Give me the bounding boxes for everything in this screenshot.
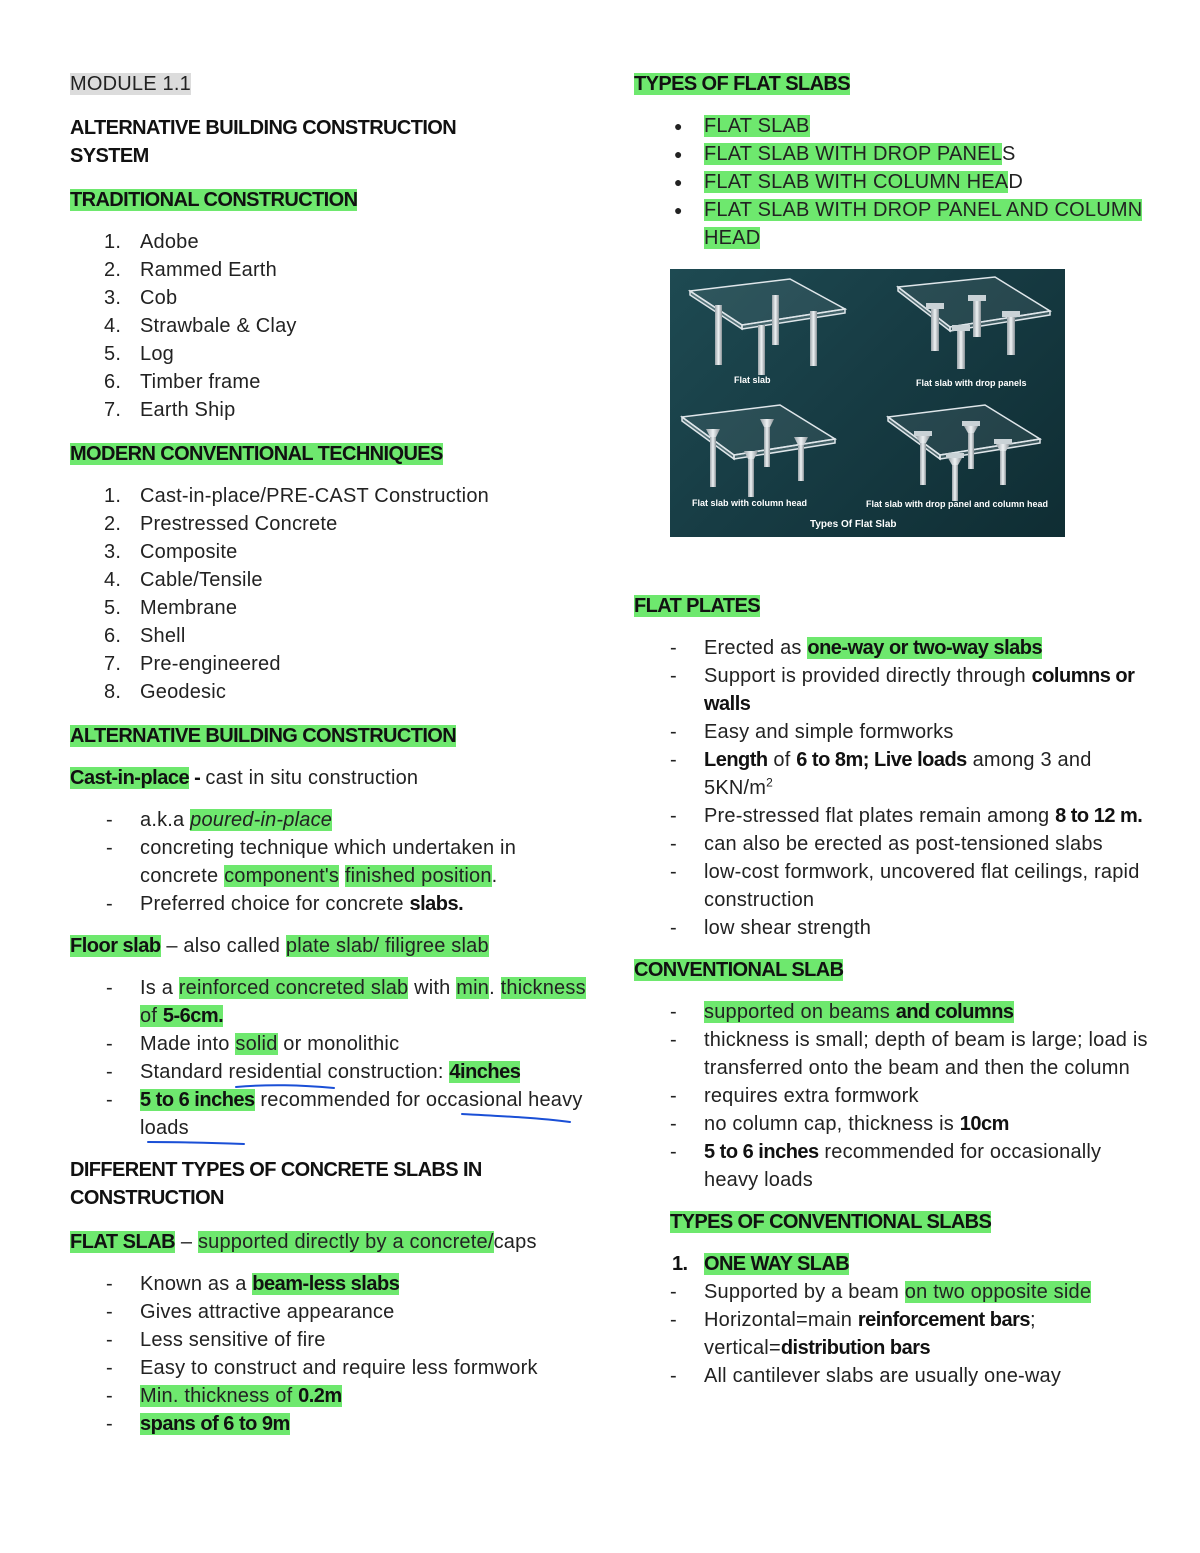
list-item: - can also be erected as post-tensioned slabs [670,833,1103,855]
cast-in-place-definition: Cast-in-place - cast in situ construction [70,767,419,789]
list-item: - thickness is small; depth of beam is large; load is transferred onto the beam and then the column [670,1029,1148,1079]
right-column [634,70,1154,1390]
flat-slab-illustration [670,269,1065,537]
conv-types-heading: TYPES OF CONVENTIONAL SLABS [670,1211,992,1233]
list-item: 5. Membrane [104,597,238,619]
alt-heading: ALTERNATIVE BUILDING CONSTRUCTION [70,725,457,747]
list-item: 2. Rammed Earth [104,259,277,281]
list-item: - Less sensitive of fire [106,1329,326,1351]
list-item: - Standard residential construction: 4inches [106,1061,521,1083]
list-item: 5. Log [104,343,174,365]
list-item: - Length of 6 to 8m; Live loads among 3 and $5KN/m^2$ [670,749,1092,799]
list-item: 3. Composite [104,541,238,563]
list-item: - Easy to construct and require less formwork [106,1357,538,1379]
list-item: 6. Shell [104,625,186,647]
list-item: - All cantilever slabs are usually one-way [670,1365,1062,1387]
list-item: - low shear strength [670,917,872,939]
list-item: 2. Prestressed Concrete [104,513,338,535]
flat-slab-types-heading: TYPES OF FLAT SLABS [634,73,851,95]
figure-caption: Types Of Flat Slab [810,519,897,530]
list-item: - low-cost formwork, uncovered flat ceilings, rapid construction [670,861,1140,911]
label-column-head: Flat slab with column head [692,498,808,508]
doc-title-line2: SYSTEM [70,145,149,167]
flat-slab-drop-panel-column-head-diagram [888,405,1040,459]
label-drop-panel-column-head: Flat slab with drop panel and column head [866,499,1049,509]
list-item: - 5 to 6 inches recommended for occasional heavy loads [106,1089,583,1139]
floor-slab-definition: Floor slab – also called plate slab/ filigree slab [70,935,489,957]
list-item: - Pre-stressed flat plates remain among 8 to 12 m. [670,805,1143,827]
list-item: - Supported by a beam on two opposite side [670,1281,1092,1303]
conventional-heading: CONVENTIONAL SLAB [634,959,844,981]
list-item: - concreting technique which undertaken in concrete component's finished position. [106,837,517,887]
module-label: MODULE 1.1 [70,73,191,95]
list-item: ● FLAT SLAB [674,115,810,137]
doc-title-line1: ALTERNATIVE BUILDING CONSTRUCTION [70,117,457,139]
list-item: ● FLAT SLAB WITH DROP PANELS [674,143,1016,165]
list-item: 4. Strawbale & Clay [104,315,297,337]
cast-in-place-list [70,806,590,918]
list-item: 7. Earth Ship [104,399,236,421]
flat-slab-list [70,1270,590,1438]
one-way-slab-list [634,1278,1154,1390]
list-item: 7. Pre-engineered [104,653,281,675]
list-item: - a.k.a poured-in-place [106,809,333,831]
traditional-list [70,228,590,424]
list-item: 6. Timber frame [104,371,261,393]
list-item: - Easy and simple formworks [670,721,954,743]
modern-list [70,482,590,706]
list-item: - Erected as one-way or two-way slabs [670,637,1043,659]
list-item: - Horizontal=main reinforcement bars; vertical=distribution bars [670,1309,1036,1359]
left-column [70,70,590,1438]
list-item: - spans of 6 to 9m [106,1413,290,1435]
conventional-list [634,998,1154,1194]
list-item: ● FLAT SLAB WITH COLUMN HEAD [674,171,1023,193]
list-item: - supported on beams and columns [670,1001,1014,1023]
list-item: - Made into solid or monolithic [106,1033,400,1055]
flat-slab-types-figure [670,269,1065,537]
list-item: - Min. thickness of 0.2m [106,1385,342,1407]
flat-plates-list [634,634,1154,942]
list-item: - Preferred choice for concrete slabs. [106,893,464,915]
slab-types-heading-line1: DIFFERENT TYPES OF CONCRETE SLABS IN [70,1159,482,1181]
list-item: 4. Cable/Tensile [104,569,263,591]
flat-slab-types-list [634,112,1154,252]
list-item: ● FLAT SLAB WITH DROP PANEL AND COLUMN HEAD [674,199,1143,249]
list-item: - 5 to 6 inches recommended for occasionally heavy loads [670,1141,1102,1191]
flat-plates-heading: FLAT PLATES [634,595,760,617]
flat-slab-column-head-diagram [682,405,835,459]
list-item: - Known as a beam-less slabs [106,1273,400,1295]
list-item: 1. Cast-in-place/PRE-CAST Construction [104,485,489,507]
list-item: - no column cap, thickness is 10cm [670,1113,1009,1135]
list-item: - Is a reinforced concreted slab with min. thickness of 5-6cm. [106,977,586,1027]
list-item: 8. Geodesic [104,681,227,703]
list-item: - requires extra formwork [670,1085,919,1107]
one-way-slab-heading: 1. ONE WAY SLAB [672,1253,850,1275]
flat-slab-definition: FLAT SLAB – supported directly by a concrete/caps [70,1231,537,1253]
list-item: 3. Cob [104,287,178,309]
flat-slab-diagram [690,279,845,329]
list-item: - Support is provided directly through columns or walls [670,665,1135,715]
label-flat-slab: Flat slab [734,375,771,385]
floor-slab-list [70,974,590,1142]
list-item: - Gives attractive appearance [106,1301,395,1323]
traditional-heading: TRADITIONAL CONSTRUCTION [70,189,358,211]
list-item: 1. Adobe [104,231,199,253]
modern-heading: MODERN CONVENTIONAL TECHNIQUES [70,443,443,465]
slab-types-heading-line2: CONSTRUCTION [70,1187,224,1209]
label-drop-panels: Flat slab with drop panels [916,378,1027,388]
